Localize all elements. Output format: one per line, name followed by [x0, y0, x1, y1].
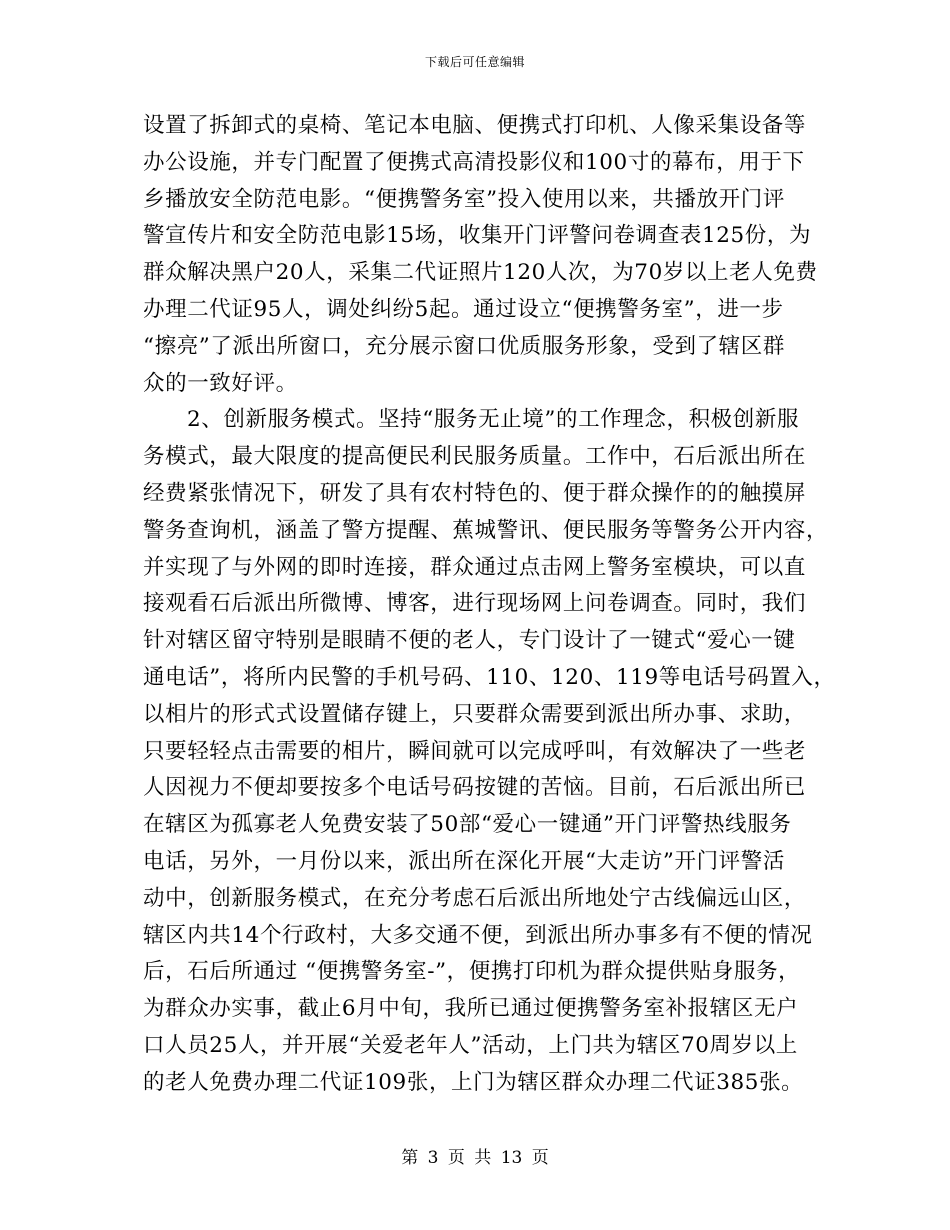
body-line: “擦亮”了派出所窗口，充分展示窗口优质服务形象，受到了辖区群 — [143, 333, 785, 359]
body-line: 辖区内共14个行政村，大多交通不便，到派出所办事多有不便的情况 — [143, 922, 813, 948]
body-line: 办理二代证95人，调处纠纷5起。通过设立“便携警务室”，进一步 — [143, 296, 784, 322]
body-line: 只要轻轻点击需要的相片，瞬间就可以完成呼叫，有效解决了一些老 — [143, 738, 807, 764]
body-line: 为群众办实事，截止6月中旬，我所已通过便携警务室补报辖区无户 — [143, 996, 799, 1022]
page-number-footer: 第 3 页 共 13 页 — [401, 1148, 549, 1168]
body-line: 人因视力不便却要按多个电话号码按键的苦恼。目前，石后派出所已 — [143, 775, 807, 801]
body-line: 后，石后所通过 “便携警务室-”，便携打印机为群众提供贴身服务， — [143, 959, 801, 985]
body-line: 口人员25人，并开展“关爱老年人”活动，上门共为辖区70周岁以上 — [143, 1032, 798, 1058]
body-line: 群众解决黑户20人，采集二代证照片120人次，为70岁以上老人免费 — [143, 260, 818, 286]
body-line: 针对辖区留守特别是眼睛不便的老人，专门设计了一键式“爱心一键 — [143, 628, 796, 654]
body-line: 众的一致好评。 — [143, 370, 298, 396]
body-text — [143, 108, 836, 1102]
body-line: 警宣传片和安全防范电影15场，收集开门评警问卷调查表125份，为 — [143, 223, 812, 249]
body-line: 乡播放安全防范电影。“便携警务室”投入使用以来，共播放开门评 — [143, 186, 785, 212]
body-line: 通电话”，将所内民警的手机号码、110、120、119等电话号码置入， — [143, 664, 836, 690]
body-line: 设置了拆卸式的桌椅、笔记本电脑、便携式打印机、人像采集设备等 — [143, 113, 807, 138]
body-line: 务模式，最大限度的提高便民利民服务质量。工作中，石后派出所在 — [143, 444, 807, 470]
paragraph-start-line: 2、创新服务模式。坚持“服务无止境”的工作理念，积极创新服 — [187, 407, 800, 433]
body-line: 的老人免费办理二代证109张，上门为辖区群众办理二代证385张。 — [143, 1069, 804, 1095]
body-line: 以相片的形式式设置储存键上，只要群众需要到派出所办事、求助， — [143, 701, 807, 727]
body-line: 并实现了与外网的即时连接，群众通过点击网上警务室模块，可以直 — [143, 554, 807, 580]
body-line: 接观看石后派出所微博、博客，进行现场网上问卷调查。同时，我们 — [143, 591, 807, 617]
body-line: 经费紧张情况下，研发了具有农村特色的、便于群众操作的的触摸屏 — [143, 480, 807, 506]
body-line: 在辖区为孤寡老人免费安装了50部“爱心一键通”开门评警热线服务 — [143, 812, 792, 838]
page-header-note: 下载后可任意编辑 — [424, 55, 525, 69]
body-line: 动中，创新服务模式，在充分考虑石后派出所地处宁古线偏远山区， — [143, 885, 807, 911]
body-line: 办公设施，并专门配置了便携式高清投影仪和100寸的幕布，用于下 — [143, 149, 805, 175]
body-line: 电话，另外，一月份以来，派出所在深化开展“大走访”开门评警活 — [143, 848, 785, 874]
body-line: 警务查询机，涵盖了警方提醒、蕉城警讯、便民服务等警务公开内容， — [143, 517, 829, 543]
